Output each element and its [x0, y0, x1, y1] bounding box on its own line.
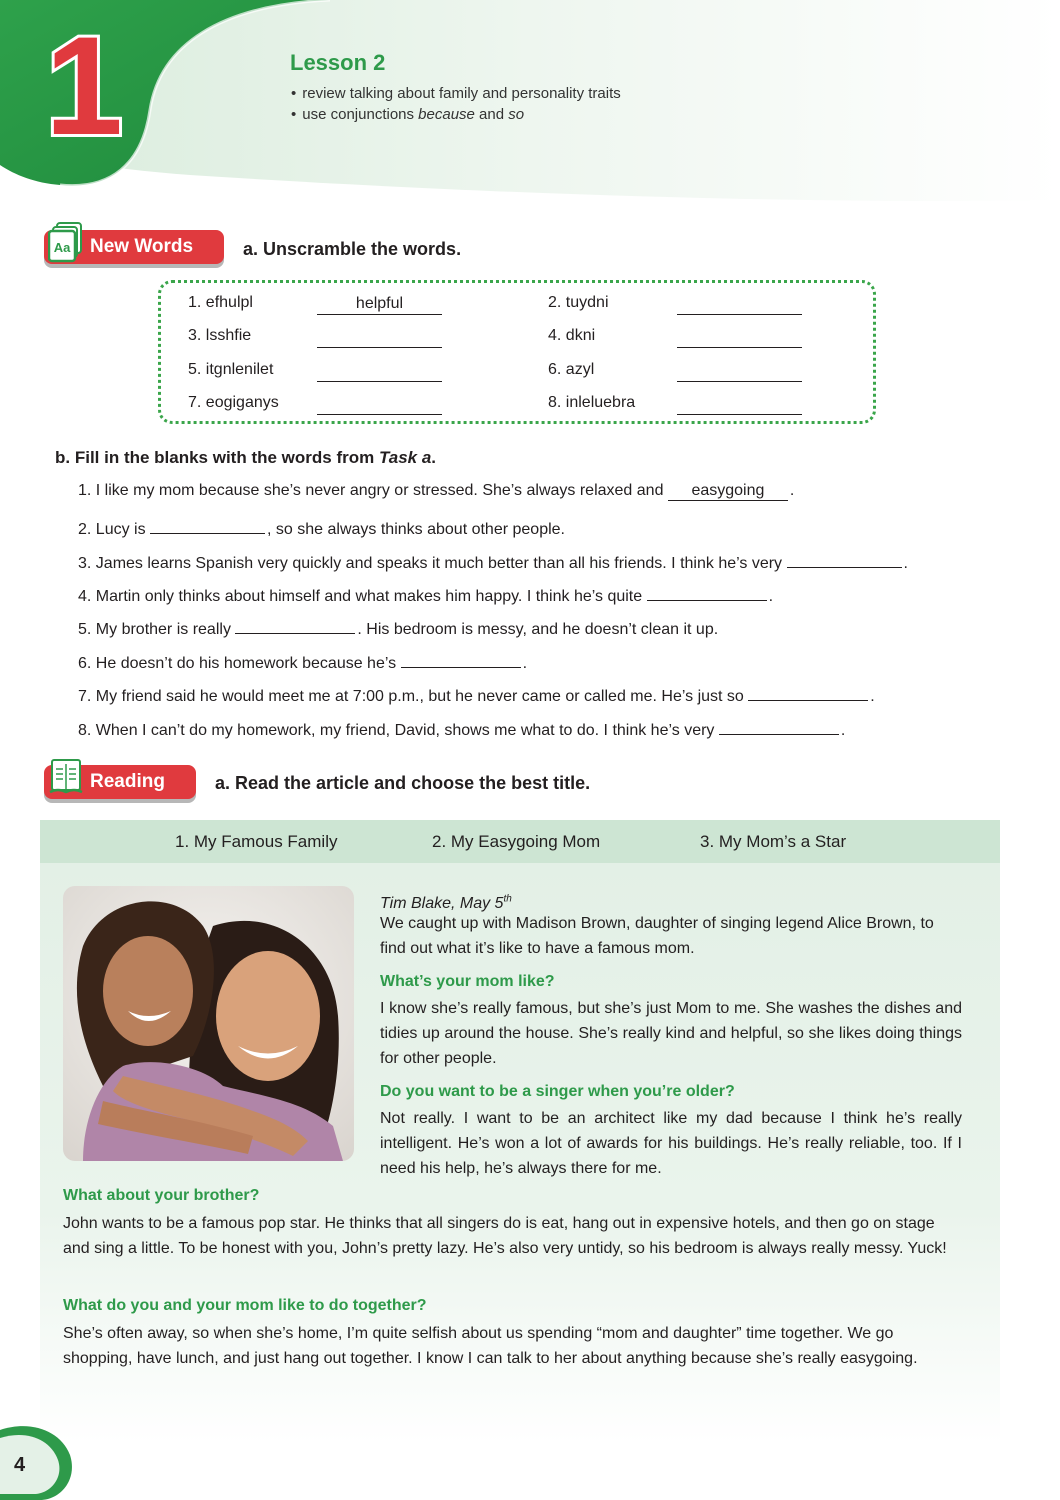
unscramble-task-title: a. Unscramble the words.	[243, 239, 462, 259]
unscramble-item-2: 2. tuydni	[548, 294, 609, 311]
article-byline: Tim Blake, May 5th	[380, 894, 512, 913]
question-1: What’s your mom like?	[380, 973, 555, 990]
title-option-2[interactable]: 2. My Easygoing Mom	[432, 832, 601, 851]
sentence-blank-8[interactable]	[719, 715, 839, 735]
answer-2: Not really. I want to be an architect like my dad because I think he’s really intelligent. He’s won a lot of awards for his buildings. He’s really reliable, too. If I need his help, he’s always there for me.	[380, 1110, 962, 1177]
sentence-blank-6[interactable]	[401, 648, 521, 668]
unscramble-item-1: 1. efhulpl	[188, 294, 253, 311]
header-background	[0, 0, 1060, 215]
sentence-blank-3[interactable]	[787, 548, 902, 568]
answer-blank-2[interactable]	[677, 294, 802, 315]
mother-daughter-photo	[63, 886, 354, 1161]
article-intro: We caught up with Madison Brown, daughter of singing legend Alice Brown, to find out what it’s like to have a famous mom.	[380, 915, 934, 957]
answer-blank-8[interactable]	[677, 394, 802, 415]
answer-blank-7[interactable]	[317, 394, 442, 415]
unscramble-item-3: 3. lsshfie	[188, 327, 252, 344]
title-option-1[interactable]: 1. My Famous Family	[175, 832, 338, 851]
sentence-4: 4. Martin only thinks about himself and what makes him happy. I think he’s quite .	[78, 581, 773, 606]
sentence-blank-1[interactable]: easygoing	[668, 481, 788, 501]
unscramble-item-7: 7. eogiganys	[188, 394, 279, 411]
new-words-badge	[44, 230, 224, 264]
answer-blank-5[interactable]	[317, 361, 442, 382]
sentence-1: 1. I like my mom because she’s never angry or stressed. She’s always relaxed and easygoing .	[78, 482, 795, 499]
answer-1: I know she’s really famous, but she’s just Mom to me. She washes the dishes and tidies up around the house. She’s really kind and helpful, so she likes doing things for other people.	[380, 1000, 962, 1067]
unit-number: 1	[45, 22, 123, 152]
sentence-blank-2[interactable]	[150, 514, 265, 534]
answer-3: John wants to be a famous pop star. He thinks that all singers do is eat, hang out in expensive hotels, and then go on stage and sing a little. To be honest with you, John’s pretty lazy. He’s also very untidy, so his bedroom is always really messy. Yuck!	[63, 1215, 947, 1257]
question-4: What do you and your mom like to do together?	[63, 1297, 427, 1314]
page-number: 4	[14, 1454, 26, 1476]
reading-label: Reading	[90, 771, 165, 792]
book-icon	[48, 756, 84, 798]
unscramble-item-6: 6. azyl	[548, 361, 595, 378]
badge-icon-text: Aa	[53, 240, 71, 255]
objective-2: • use conjunctions because and so	[291, 106, 525, 123]
sentence-blank-5[interactable]	[235, 614, 355, 634]
sentence-3: 3. James learns Spanish very quickly and speaks it much better than all his friends. I think he’s very .	[78, 548, 908, 573]
reading-task-title: a. Read the article and choose the best title.	[215, 773, 591, 793]
new-words-label: New Words	[90, 236, 194, 257]
fill-blanks-task-title: b. Fill in the blanks with the words from Task a.	[55, 448, 437, 467]
reading-badge	[44, 765, 196, 799]
answer-4: She’s often away, so when she’s home, I’m quite selfish about us spending “mom and daughter” time together. We go shopping, have lunch, and just hang out together. I know I can talk to her about anything because she’s really easygoing.	[63, 1325, 918, 1367]
answer-blank-1[interactable]: helpful	[317, 294, 442, 315]
objective-1: • review talking about family and personality traits	[291, 85, 621, 102]
sentence-6: 6. He doesn’t do his homework because he’s .	[78, 648, 527, 673]
sentence-blank-4[interactable]	[647, 581, 767, 601]
unscramble-item-5: 5. itgnlenilet	[188, 361, 274, 378]
sentence-7: 7. My friend said he would meet me at 7:00 p.m., but he never came or called me. He’s just so .	[78, 681, 875, 706]
question-3: What about your brother?	[63, 1187, 260, 1204]
flashcards-icon	[48, 221, 84, 263]
answer-blank-3[interactable]	[317, 327, 442, 348]
lesson-title: Lesson 2	[290, 50, 386, 75]
sentence-5: 5. My brother is really . His bedroom is messy, and he doesn’t clean it up.	[78, 614, 718, 639]
unscramble-item-8: 8. inleluebra	[548, 394, 636, 411]
answer-blank-6[interactable]	[677, 361, 802, 382]
title-option-3[interactable]: 3. My Mom’s a Star	[700, 832, 847, 851]
sentence-2: 2. Lucy is , so she always thinks about other people.	[78, 514, 565, 539]
unscramble-item-4: 4. dkni	[548, 327, 596, 344]
question-2: Do you want to be a singer when you’re older?	[380, 1083, 735, 1100]
sentence-blank-7[interactable]	[748, 681, 868, 701]
answer-blank-4[interactable]	[677, 327, 802, 348]
sentence-8: 8. When I can’t do my homework, my friend, David, shows me what to do. I think he’s very .	[78, 715, 845, 740]
unit-number-badge	[30, 22, 140, 152]
